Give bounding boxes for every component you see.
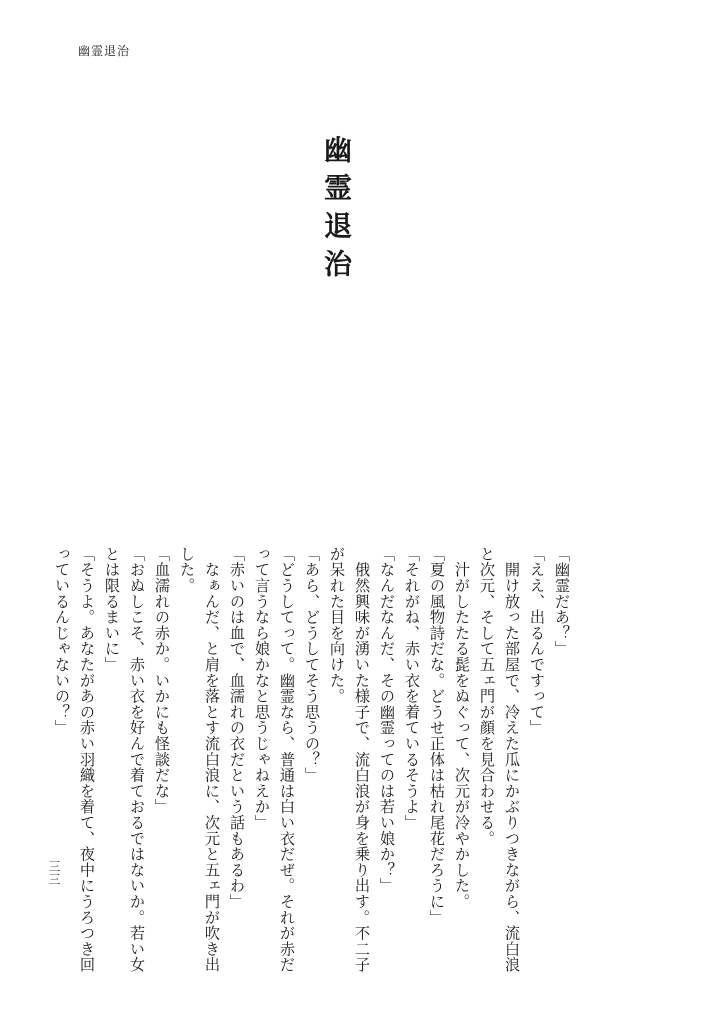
paragraph: 「ええ、出るんですって」 (528, 546, 546, 736)
paragraph: なぁんだ、と肩を落とす流白浪に、次元と五ェ門が吹き出した。 (178, 546, 221, 973)
paragraph: 「なんだなんだ、その幽霊ってのは若い娘か？」 (378, 546, 396, 894)
chapter-title: 幽霊退治 (320, 135, 353, 287)
paragraph: 「そうよ。あなたがあの赤い羽織を着て、夜中にうろつき回っているんじゃないの？」 (53, 546, 96, 973)
paragraph: 「どうしてって。幽霊なら、普通は白い衣だぜ。それが赤だって言うなら娘かなと思うじゃねえか」 (253, 546, 296, 973)
paragraph: 「幽霊だあ？」 (553, 546, 571, 657)
paragraph: 「赤いのは血で、血濡れの衣だという話もあるわ」 (228, 546, 246, 910)
body-text (49, 546, 574, 976)
paragraph: 「血濡れの赤か。いかにも怪談だな」 (153, 546, 171, 815)
page-number: 三三 (47, 860, 61, 886)
paragraph: 「夏の風物詩だな。どうせ正体は枯れ尾花だろうに」 (428, 546, 446, 926)
paragraph: 汁がしたたる髭をぬぐって、次元が冷やかした。 (453, 546, 471, 910)
paragraph: 「それがね、赤い衣を着ているそうよ」 (403, 546, 421, 831)
running-head: 幽霊退治 (78, 44, 131, 58)
paragraph: 「おぬしこそ、赤い衣を好んで着ておるではないか。若い女とは限るまいに」 (103, 546, 146, 973)
paragraph: 開け放った部屋で、冷えた瓜にかぶりつきながら、流白浪と次元、そして五ェ門が顔を見合わせる。 (478, 546, 521, 973)
paragraph: 俄然興味が湧いた様子で、流白浪が身を乗り出す。不二子が呆れた目を向けた。 (328, 546, 371, 973)
paragraph: 「あら、どうしてそう思うの？」 (303, 546, 321, 783)
